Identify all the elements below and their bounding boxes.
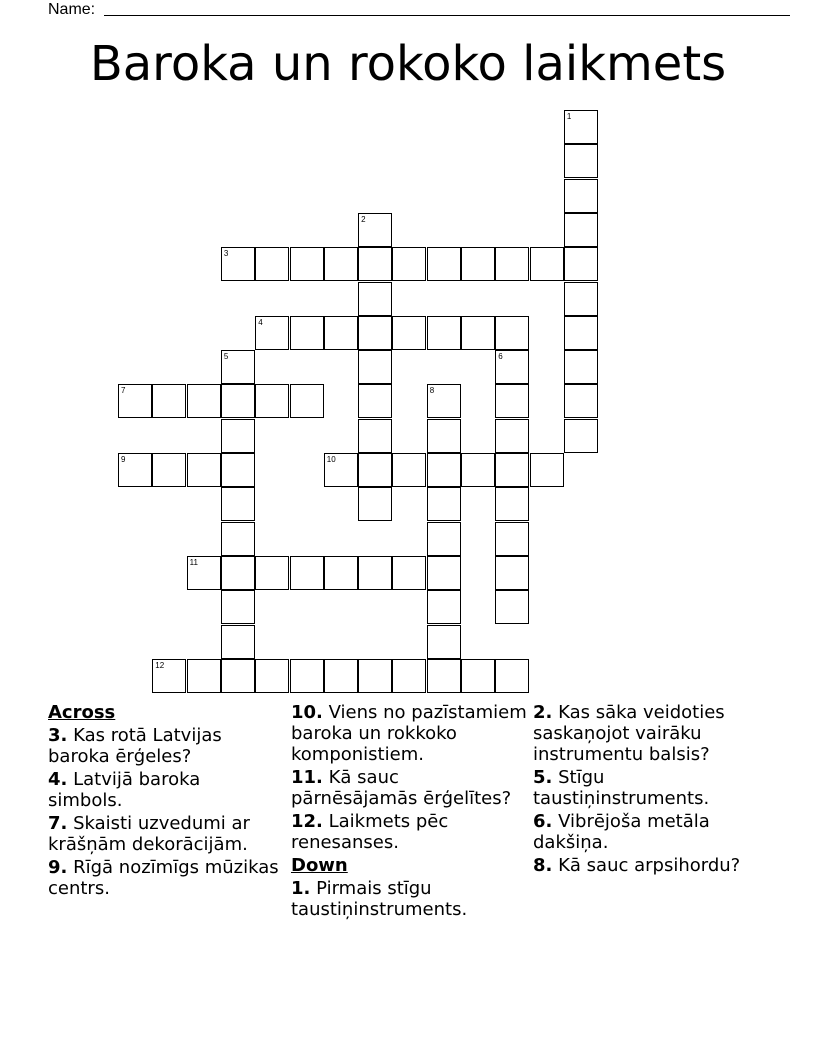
clue-number: 2 xyxy=(361,214,366,224)
clue-number: 11 xyxy=(189,557,198,567)
grid-cell[interactable] xyxy=(255,659,289,693)
grid-cell[interactable] xyxy=(427,453,461,487)
grid-cell[interactable] xyxy=(324,247,358,281)
grid-cell[interactable] xyxy=(152,384,186,418)
grid-cell[interactable] xyxy=(324,316,358,350)
grid-cell[interactable] xyxy=(495,590,529,624)
grid-cell[interactable] xyxy=(221,487,255,521)
grid-cell[interactable] xyxy=(187,659,221,693)
grid-cell[interactable] xyxy=(255,384,289,418)
grid-cell[interactable] xyxy=(221,556,255,590)
page-title: Baroka un rokoko laikmets xyxy=(89,36,727,92)
clue-across-12: 12. Laikmets pēc renesanses. xyxy=(291,811,449,853)
grid-cell[interactable] xyxy=(564,350,598,384)
grid-cell[interactable] xyxy=(392,316,426,350)
grid-cell[interactable] xyxy=(530,247,564,281)
grid-cell[interactable] xyxy=(221,625,255,659)
clue-number: 3 xyxy=(223,249,229,259)
grid-cell[interactable] xyxy=(324,659,358,693)
grid-cell[interactable] xyxy=(564,213,598,247)
grid-cell[interactable] xyxy=(461,247,495,281)
grid-cell[interactable] xyxy=(290,659,324,693)
grid-cell[interactable] xyxy=(358,659,392,693)
clue-number: 4 xyxy=(258,317,263,327)
clue-down-5: 5. Stīgu taustiņinstruments. xyxy=(533,767,710,809)
grid-cell[interactable] xyxy=(427,659,461,693)
clue-across-7: 7. Skaisti uzvedumi ar krāšņām dekorācijām. xyxy=(48,813,250,855)
clue-number: 7 xyxy=(121,386,126,396)
clue-across-10: 10. Viens no pazīstamiem baroka un rokkoko komponistiem. xyxy=(291,702,527,765)
grid-cell[interactable] xyxy=(255,556,289,590)
clue-number: 5 xyxy=(223,352,229,362)
grid-cell[interactable] xyxy=(358,419,392,453)
grid-cell[interactable] xyxy=(564,419,598,453)
grid-cell[interactable] xyxy=(118,384,152,418)
grid-cell[interactable] xyxy=(495,247,529,281)
clue-number: 6 xyxy=(498,352,503,362)
grid-cell[interactable] xyxy=(427,522,461,556)
clue-across-11: 11. Kā sauc pārnēsājamās ērģelītes? xyxy=(291,767,512,809)
grid-cell[interactable] xyxy=(564,247,598,281)
grid-cell[interactable] xyxy=(427,590,461,624)
clue-down-2: 2. Kas sāka veidoties saskaņojot vairāku instrumentu balsis? xyxy=(533,702,725,765)
grid-cell[interactable] xyxy=(564,144,598,178)
grid-cell[interactable] xyxy=(564,316,598,350)
grid-cell[interactable] xyxy=(255,247,289,281)
grid-cell[interactable] xyxy=(495,659,529,693)
grid-cell[interactable] xyxy=(358,384,392,418)
grid-cell[interactable] xyxy=(495,453,529,487)
grid-cell[interactable] xyxy=(427,384,461,418)
grid-cell[interactable] xyxy=(221,384,255,418)
clue-number: 1 xyxy=(566,112,572,121)
grid-cell[interactable] xyxy=(495,419,529,453)
grid-cell[interactable] xyxy=(290,316,324,350)
clues-column-1 xyxy=(48,702,280,901)
clue-across-9: 9. Rīgā nozīmīgs mūzikas centrs. xyxy=(48,857,279,899)
grid-cell[interactable] xyxy=(358,282,392,316)
grid-cell[interactable] xyxy=(358,487,392,521)
grid-cell[interactable] xyxy=(221,522,255,556)
grid-cell[interactable] xyxy=(564,179,598,213)
grid-cell[interactable] xyxy=(221,247,255,281)
grid-cell[interactable] xyxy=(461,316,495,350)
grid-cell[interactable] xyxy=(358,350,392,384)
grid-cell[interactable] xyxy=(495,350,529,384)
grid-cell[interactable] xyxy=(221,350,255,384)
grid-cell[interactable] xyxy=(221,659,255,693)
grid-cell[interactable] xyxy=(324,556,358,590)
grid-cell[interactable] xyxy=(427,247,461,281)
grid-cell[interactable] xyxy=(221,419,255,453)
grid-cell[interactable] xyxy=(358,453,392,487)
grid-cell[interactable] xyxy=(290,384,324,418)
grid-cell[interactable] xyxy=(427,625,461,659)
clues-column-3 xyxy=(533,702,773,878)
clue-number: 8 xyxy=(429,386,435,396)
down-heading: Down xyxy=(291,855,348,876)
name-label: Name: xyxy=(48,1,96,18)
grid-cell[interactable] xyxy=(152,659,186,693)
grid-cell[interactable] xyxy=(358,316,392,350)
grid-cell[interactable] xyxy=(324,453,358,487)
grid-cell[interactable] xyxy=(427,556,461,590)
clue-number: 12 xyxy=(155,660,165,670)
grid-cell[interactable] xyxy=(564,282,598,316)
clue-number: 10 xyxy=(326,455,336,464)
grid-cell[interactable] xyxy=(118,453,152,487)
clue-down-8: 8. Kā sauc arpsihordu? xyxy=(533,855,741,876)
grid-cell[interactable] xyxy=(187,556,221,590)
grid-cell[interactable] xyxy=(255,316,289,350)
grid-cell[interactable] xyxy=(358,556,392,590)
grid-cell[interactable] xyxy=(221,590,255,624)
across-heading: Across xyxy=(48,702,116,723)
grid-cell[interactable] xyxy=(221,453,255,487)
grid-cell[interactable] xyxy=(564,110,598,144)
grid-cell[interactable] xyxy=(187,384,221,418)
grid-cell[interactable] xyxy=(495,522,529,556)
grid-cell[interactable] xyxy=(495,384,529,418)
grid-cell[interactable] xyxy=(187,453,221,487)
clue-down-6: 6. Vibrējoša metāla dakšiņa. xyxy=(533,811,710,853)
clue-across-3: 3. Kas rotā Latvijas baroka ērģeles? xyxy=(48,725,222,767)
grid-cell[interactable] xyxy=(461,453,495,487)
clues-column-2 xyxy=(291,702,529,922)
clue-across-4: 4. Latvijā baroka simbols. xyxy=(48,769,201,811)
grid-cell[interactable] xyxy=(358,247,392,281)
clue-down-1: 1. Pirmais stīgu taustiņinstruments. xyxy=(291,878,468,920)
grid-cell[interactable] xyxy=(392,659,426,693)
grid-cell[interactable] xyxy=(461,659,495,693)
grid-cell[interactable] xyxy=(290,247,324,281)
grid-cell[interactable] xyxy=(152,453,186,487)
grid-cell[interactable] xyxy=(564,384,598,418)
grid-cell[interactable] xyxy=(530,453,564,487)
grid-cell[interactable] xyxy=(495,316,529,350)
grid-cell[interactable] xyxy=(290,556,324,590)
grid-cell[interactable] xyxy=(427,419,461,453)
grid-cell[interactable] xyxy=(392,247,426,281)
clue-number: 9 xyxy=(121,455,126,464)
grid-cell[interactable] xyxy=(392,453,426,487)
grid-cell[interactable] xyxy=(495,487,529,521)
grid-cell[interactable] xyxy=(392,556,426,590)
grid-cell[interactable] xyxy=(358,213,392,247)
grid-cell[interactable] xyxy=(495,556,529,590)
grid-cell[interactable] xyxy=(427,487,461,521)
grid-cell[interactable] xyxy=(427,316,461,350)
